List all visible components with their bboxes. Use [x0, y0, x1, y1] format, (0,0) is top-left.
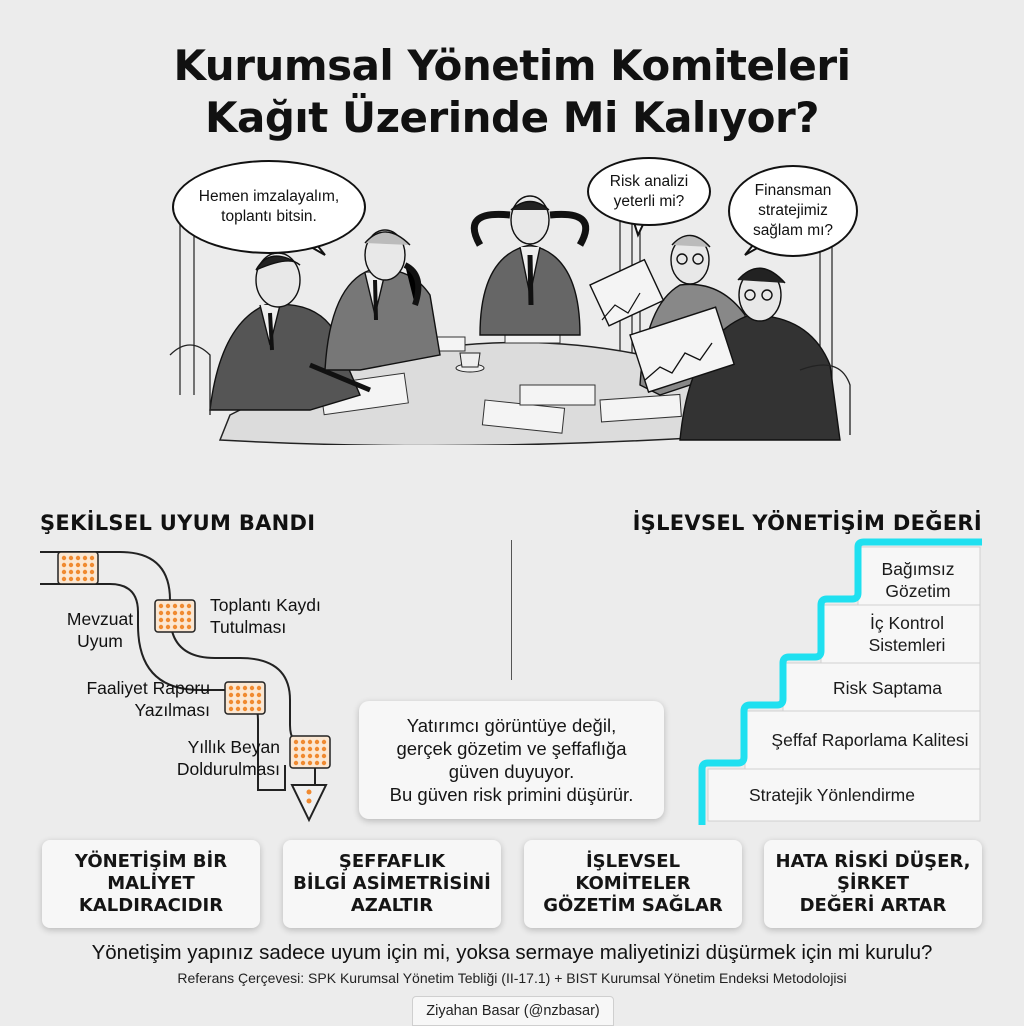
step-mevzuat-uyum	[55, 608, 145, 652]
box-3-dot	[229, 686, 233, 690]
box-2-dot	[187, 611, 191, 615]
box-3-dot	[257, 693, 261, 697]
box-4-dot	[315, 747, 319, 751]
box-3-dot	[236, 707, 240, 711]
box-4-dot	[294, 740, 298, 744]
box-3-dot	[257, 700, 261, 704]
card-2-line-3: AZALTIR	[350, 895, 434, 916]
step-1-line-2: Uyum	[77, 631, 123, 651]
stair-1-line-2: Gözetim	[885, 581, 951, 601]
note-line-2: gerçek gözetim ve şeffaflığa	[396, 738, 627, 759]
stair-3-line-1: Risk Saptama	[833, 678, 942, 698]
box-1-dot	[90, 570, 94, 574]
box-3-dot	[243, 693, 247, 697]
closing-question: Yönetişim yapınız sadece uyum için mi, yoksa sermaye maliyetinizi düşürmek için mi kurulu?	[91, 941, 933, 964]
box-2-dot	[159, 618, 163, 622]
stair-1-line-1: Bağımsız	[881, 559, 955, 579]
box-4-dot	[315, 754, 319, 758]
box-2-dot	[180, 611, 184, 615]
box-1-dot	[69, 563, 73, 567]
box-1-dot	[76, 577, 80, 581]
box-3-dot	[236, 693, 240, 697]
box-1-dot	[83, 570, 87, 574]
box-2-dot	[187, 625, 191, 629]
card-transparency	[283, 840, 501, 928]
step-2-line-2: Tutulması	[210, 617, 287, 637]
bubble-3-line-2: stratejimiz	[758, 202, 828, 219]
box-3-dot	[243, 707, 247, 711]
box-2-dot	[159, 625, 163, 629]
box-1-dot	[62, 570, 66, 574]
box-4-dot	[315, 740, 319, 744]
bubble-3-line-3: sağlam mı?	[752, 222, 834, 239]
box-1-dot	[90, 577, 94, 581]
step-toplanti-kaydi	[210, 594, 350, 638]
card-3-line-3: GÖZETİM SAĞLAR	[543, 895, 723, 916]
note-line-3: güven duyuyor.	[448, 761, 575, 782]
note-line-4: Bu güven risk primini düşürür.	[389, 784, 634, 805]
bubble-2-line-2: yeterli mi?	[613, 192, 685, 210]
box-4-dot	[322, 754, 326, 758]
box-2-dot	[173, 625, 177, 629]
box-4-dot	[322, 761, 326, 765]
note-line-1: Yatırımcı görüntüye değil,	[406, 715, 617, 736]
speech-bubble-1	[172, 160, 366, 254]
box-1-dot	[76, 563, 80, 567]
box-3-dot	[250, 700, 254, 704]
card-3-line-1: İŞLEVSEL	[585, 851, 681, 872]
box-2-dot	[180, 625, 184, 629]
step-faaliyet-raporu	[60, 677, 210, 721]
box-2-dot	[166, 625, 170, 629]
box-3-dot	[250, 686, 254, 690]
step-3-line-1: Faaliyet Raporu	[86, 678, 210, 698]
box-3-dot	[257, 707, 261, 711]
box-2-dot	[180, 618, 184, 622]
box-2-dot	[173, 604, 177, 608]
box-4-dot	[301, 754, 305, 758]
box-2-dot	[173, 611, 177, 615]
stair-label-risk-saptama	[785, 677, 990, 699]
stair-label-bagimsiz-gozetim	[858, 558, 978, 602]
stair-4-line-1: Şeffaf Raporlama Kalitesi	[771, 730, 969, 750]
card-1-line-3: KALDIRACIDIR	[78, 895, 224, 916]
stair-label-ic-kontrol	[822, 612, 992, 656]
section-divider	[511, 540, 512, 680]
box-1-dot	[90, 556, 94, 560]
box-4-dot	[294, 754, 298, 758]
formal-compliance-heading: ŞEKİLSEL UYUM BANDI	[40, 511, 316, 535]
box-3-dot	[257, 686, 261, 690]
speech-bubble-2	[587, 157, 711, 226]
box-2-dot	[166, 618, 170, 622]
box-1-dot	[90, 563, 94, 567]
bubble-2-line-1: Risk analizi	[609, 172, 689, 190]
functional-governance-heading: İŞLEVSEL YÖNETİŞİM DEĞERİ	[632, 511, 982, 535]
box-3-dot	[229, 707, 233, 711]
reference-framework: Referans Çerçevesi: SPK Kurumsal Yönetim Tebliği (II-17.1) + BIST Kurumsal Yönetim Endeksi Metodolojisi	[177, 970, 847, 986]
box-1-dot	[76, 570, 80, 574]
box-2-dot	[187, 604, 191, 608]
stair-2-line-1: İç Kontrol	[870, 613, 944, 633]
box-1-dot	[83, 563, 87, 567]
page-title-line-1: Kurumsal Yönetim Komiteleri	[173, 41, 851, 90]
box-4-dot	[315, 761, 319, 765]
box-3-dot	[229, 700, 233, 704]
step-4-line-2: Doldurulması	[176, 759, 280, 779]
box-4-dot	[294, 761, 298, 765]
investor-trust-note	[359, 701, 664, 819]
card-3-line-2: KOMİTELER	[575, 873, 691, 894]
box-2-dot	[187, 618, 191, 622]
box-3-dot	[250, 707, 254, 711]
box-4-dot	[308, 747, 312, 751]
card-functional-committees	[524, 840, 742, 928]
card-governance-leverage	[42, 840, 260, 928]
step-2-line-1: Toplantı Kaydı	[210, 595, 321, 615]
box-2-dot	[159, 611, 163, 615]
stair-2-line-2: Sistemleri	[868, 635, 946, 655]
box-4-dot	[308, 740, 312, 744]
card-4-line-2: ŞİRKET	[836, 873, 910, 894]
box-1-dot	[69, 556, 73, 560]
box-2-dot	[166, 604, 170, 608]
box-1-dot	[62, 556, 66, 560]
stair-label-stratejik-yonlendirme	[712, 784, 952, 806]
box-2-dot	[166, 611, 170, 615]
box-1-dot	[62, 577, 66, 581]
box-4-dot	[301, 740, 305, 744]
card-risk-value	[764, 840, 982, 928]
box-4-dot	[308, 754, 312, 758]
card-4-line-3: DEĞERİ ARTAR	[799, 895, 947, 916]
box-4-dot	[322, 747, 326, 751]
box-1-dot	[83, 556, 87, 560]
box-2-dot	[180, 604, 184, 608]
bubble-3-line-1: Finansman	[754, 182, 832, 199]
page-title-line-2: Kağıt Üzerinde Mi Kalıyor?	[204, 93, 820, 142]
author-credit: Ziyahan Basar (@nzbasar)	[412, 996, 614, 1026]
box-3-dot	[243, 686, 247, 690]
card-1-line-2: MALİYET	[107, 873, 195, 894]
box-2-dot	[159, 604, 163, 608]
step-yillik-beyan	[140, 736, 280, 780]
step-1-line-1: Mevzuat	[66, 609, 134, 629]
step-4-line-1: Yıllık Beyan	[187, 737, 280, 757]
step-3-line-2: Yazılması	[134, 700, 210, 720]
card-2-line-1: ŞEFFAFLIK	[338, 851, 446, 872]
box-2-dot	[173, 618, 177, 622]
box-3-dot	[243, 700, 247, 704]
box-4-dot	[322, 740, 326, 744]
box-3-dot	[229, 693, 233, 697]
card-1-line-1: YÖNETİŞİM BİR	[74, 851, 228, 872]
box-1-dot	[83, 577, 87, 581]
box-1-dot	[69, 577, 73, 581]
box-4-dot	[294, 747, 298, 751]
stair-5-line-1: Stratejik Yönlendirme	[748, 785, 915, 805]
meeting-illustration	[160, 155, 865, 445]
box-3-dot	[236, 700, 240, 704]
speech-bubble-3	[728, 165, 858, 257]
stair-label-seffaf-raporlama	[750, 729, 990, 751]
box-4-dot	[308, 761, 312, 765]
card-4-line-1: HATA RİSKİ DÜŞER,	[775, 851, 971, 872]
box-1-dot	[69, 570, 73, 574]
bubble-1-line-1: Hemen imzalayalım,	[198, 188, 340, 205]
bubble-1-line-2: toplantı bitsin.	[221, 208, 317, 225]
box-1-dot	[76, 556, 80, 560]
box-4-dot	[301, 747, 305, 751]
card-2-line-2: BİLGİ ASİMETRİSİNİ	[293, 873, 491, 894]
box-3-dot	[236, 686, 240, 690]
box-4-dot	[301, 761, 305, 765]
box-1-dot	[62, 563, 66, 567]
box-3-dot	[250, 693, 254, 697]
